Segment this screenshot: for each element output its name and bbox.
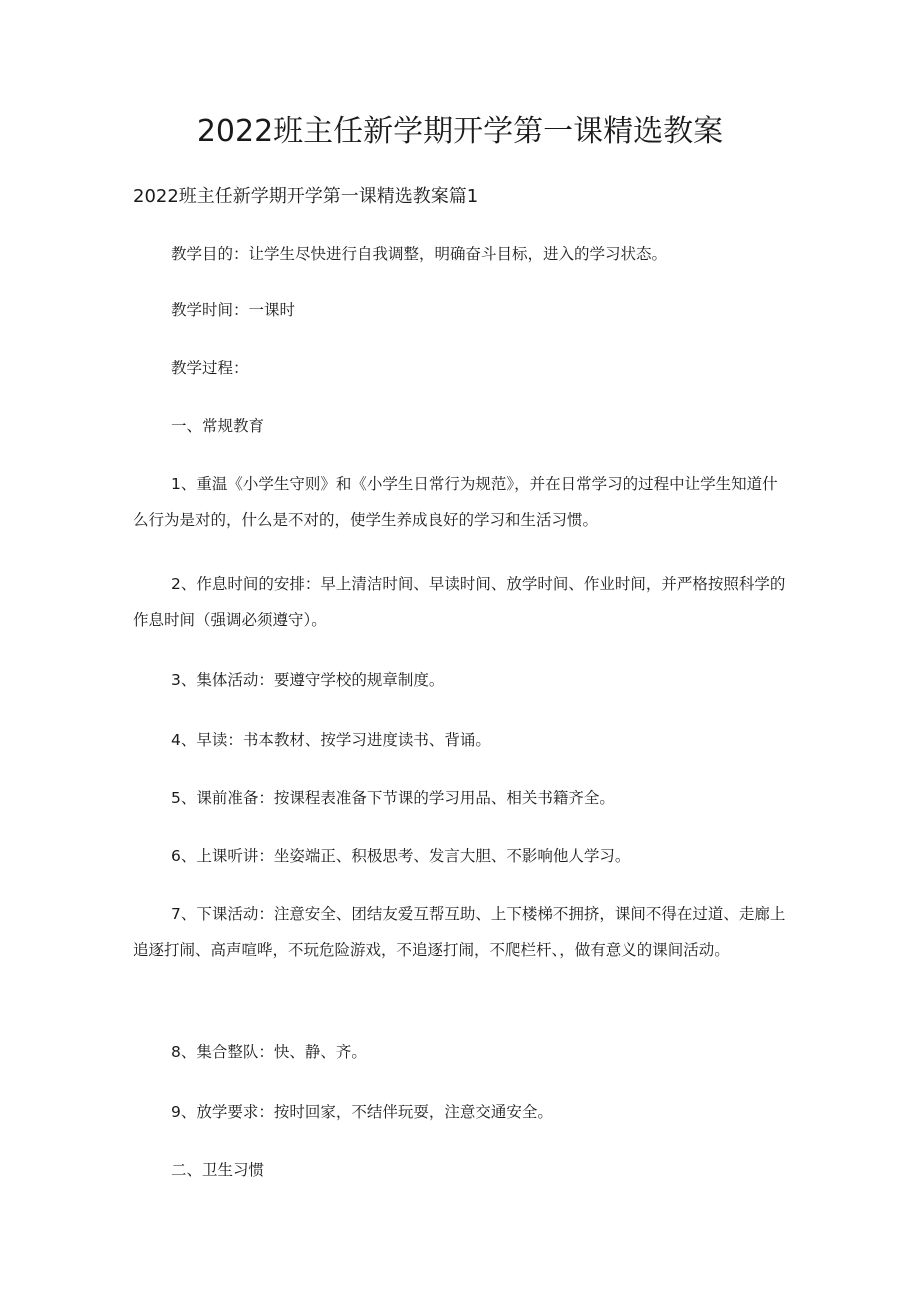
paragraph-section-one: 一、常规教育 <box>171 417 265 435</box>
paragraph-item-4: 4、早读：书本教材、按学习进度读书、背诵。 <box>171 731 491 749</box>
paragraph-teaching-process: 教学过程： <box>171 359 249 377</box>
document-title: 2022班主任新学期开学第一课精选教案 <box>196 114 724 149</box>
paragraph-item-1: 1、重温《小学生守则》和《小学生日常行为规范》，并在日常学习的过程中让学生知道什么行为是对的，什么是不对的，使学生养成良好的学习和生活习惯。 <box>133 475 778 529</box>
paragraph-teaching-time: 教学时间：一课时 <box>171 301 296 319</box>
paragraph-section-two: 二、卫生习惯 <box>171 1161 265 1179</box>
paragraph-item-9: 9、放学要求：按时回家，不结伴玩耍，注意交通安全。 <box>171 1103 553 1121</box>
paragraph-teaching-goal: 教学目的：让学生尽快进行自我调整，明确奋斗目标，进入的学习状态。 <box>171 245 668 263</box>
paragraph-item-8: 8、集合整队：快、静、齐。 <box>171 1043 367 1061</box>
paragraph-item-3: 3、集体活动：要遵守学校的规章制度。 <box>171 671 445 689</box>
paragraph-item-2: 2、作息时间的安排：早上清洁时间、早读时间、放学时间、作业时间，并严格按照科学的作息时间（强调必须遵守）。 <box>133 575 786 629</box>
paragraph-item-6: 6、上课听讲：坐姿端正、积极思考、发言大胆、不影响他人学习。 <box>171 847 631 865</box>
section-heading: 2022班主任新学期开学第一课精选教案篇1 <box>133 186 479 207</box>
paragraph-item-7: 7、下课活动：注意安全、团结友爱互帮互助、上下楼梯不拥挤，课间不得在过道、走廊上追逐打闹、高声喧哗，不玩危险游戏，不追逐打闹，不爬栏杆、，做有意义的课间活动。 <box>133 905 786 959</box>
paragraph-item-5: 5、课前准备：按课程表准备下节课的学习用品、相关书籍齐全。 <box>171 789 615 807</box>
